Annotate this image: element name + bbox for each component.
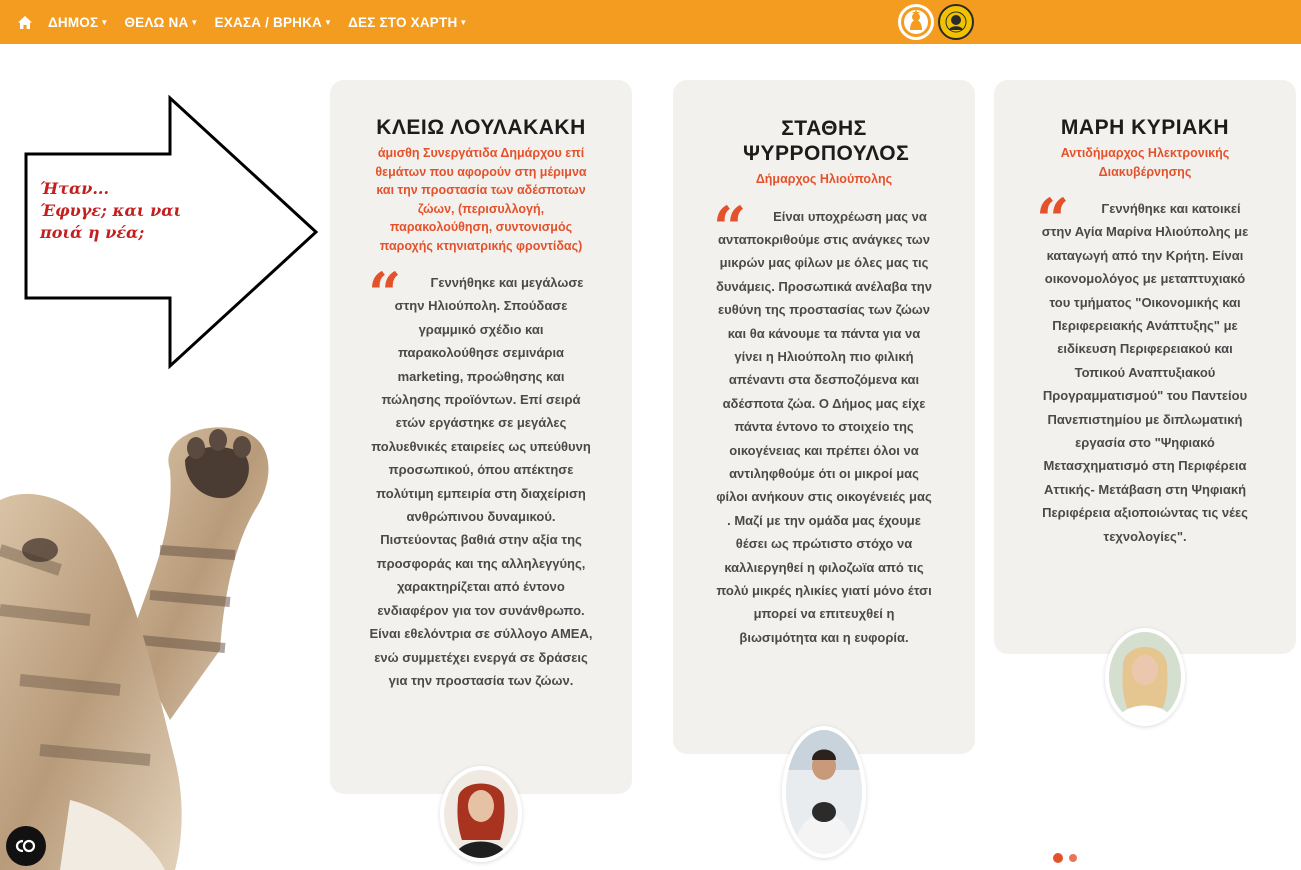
- profile-card: [994, 80, 1296, 654]
- main-nav: [14, 0, 484, 44]
- person-role: Αντιδήμαρχος Ηλεκτρονικής Διακυβέρνησης: [1060, 146, 1230, 179]
- logos: [898, 0, 974, 44]
- quote-block: [673, 193, 975, 650]
- annotation-line: Ήταν...: [40, 179, 110, 198]
- quote-icon: “: [1036, 186, 1070, 254]
- person-role: άμισθη Συνεργάτιδα Δημάρχου επί θεμάτων που αφορούν στη μέριμνα και την προστασία των αδέσποτων ζώων, (περισυλλογή, παρακολούθηση, συντονισμός παροχής κτηνιατρικής φροντίδας): [375, 146, 587, 253]
- caret-down-icon: ▼: [100, 17, 109, 27]
- caret-down-icon: ▼: [190, 17, 199, 27]
- municipality-seal[interactable]: [938, 4, 974, 40]
- cat-image: [0, 420, 330, 870]
- quote-block: [330, 260, 632, 692]
- quote-block: [994, 186, 1296, 548]
- avatar: [782, 726, 866, 858]
- accessibility-button[interactable]: [6, 826, 46, 866]
- person-bio: Γεννήθηκε και μεγάλωσε στην Ηλιούπολη. Σπούδασε γραμμικό σχέδιο και παρακολούθησε σεμινάρια marketing, προώθησης και πώλησης προϊόντων. Επί σειρά ετών εργάστηκε σε μεγάλες πολυεθνικές εταιρείες ως υπεύθυνη προσωπικού, όπου απέκτησε πολύτιμη εμπειρία στη διαχείριση ανθρώπινου δυναμικού. Πιστεύοντας βαθιά στην αξία της προσφοράς και της αλληλεγγύης, χαρακτηρίζεται από έντονο ενδιαφέρον για τον συνάνθρωπο. Είναι εθελόντρια σε σύλλογο ΑΜΕΑ, ενώ συμμετέχει ενεργά σε δράσεις για την προστασία των ζώων.: [369, 275, 593, 688]
- person-bio: Είναι υποχρέωση μας να ανταποκριθούμε στις ανάγκες των μικρών μας φίλων με όλες μας τις δυνάμεις. Προσωπικά ανέλαβα την ευθύνη της προστασίας των ζώων και θα κάνουμε τα πάντα για να γίνει η Ηλιούπολη πιο φιλική απέναντι στα δεσποζόμενα και αδέσποτα ζώα. Ο Δήμος μας είχε πάντα έντονο το στοιχείο της οικογένειας και πρέπει όλοι να αντιληφθούμε ότι οι μικροί μας φίλοι ανήκουν στις οικογένειές μας . Μαζί με την ομάδα μας έχουμε θέσει ως πρώτιστο στόχο να καλλιεργηθεί η φιλοζωϊα από τις πολύ μικρές ηλικίες γιατί μόνο έτσι μπορεί να επιτευχθεί η βιωσιμότητα και η ευφορία.: [716, 208, 932, 645]
- profile-card: [673, 80, 975, 754]
- nav-item-exasa-vrika[interactable]: ΕΧΑΣΑ / ΒΡΗΚΑ ▼: [214, 14, 333, 30]
- quote-icon: “: [713, 193, 747, 262]
- carousel-pagination: [1053, 853, 1077, 863]
- caret-down-icon: ▼: [324, 17, 333, 27]
- person-name: ΣΤΑΘΗΣ ΨΥΡΡΟΠΟΥΛΟΣ: [743, 117, 910, 165]
- nav-item-thelo-na[interactable]: ΘΕΛΩ ΝΑ ▼: [124, 14, 199, 30]
- pet-logo[interactable]: [898, 4, 934, 40]
- annotation-line: ποιά η νέα;: [40, 223, 145, 242]
- caret-down-icon: ▼: [459, 17, 468, 27]
- carousel-dot[interactable]: [1069, 854, 1077, 862]
- person-name: ΚΛΕΙΩ ΛΟΥΛΑΚΑΚΗ: [376, 116, 586, 139]
- carousel-dot-active[interactable]: [1053, 853, 1063, 863]
- avatar: [440, 766, 522, 862]
- nav-item-dimos[interactable]: ΔΗΜΟΣ ▼: [48, 14, 109, 30]
- person-role: Δήμαρχος Ηλιούπολης: [755, 172, 893, 186]
- home-icon[interactable]: [14, 11, 36, 33]
- person-bio: Γεννήθηκε και κατοικεί στην Αγία Μαρίνα Ηλιούπολης με καταγωγή από την Κρήτη. Είναι οικονομολόγος με μεταπτυχιακό του τμήματος "Οικονομικής και Περιφερειακής Ανάπτυξης" με ειδίκευση Περιφερειακού και Τοπικού Αναπτυξιακού Προγραμματισμού" του Παντείου Πανεπιστημίου με διπλωματική εργασία στο "Ψηφιακό Μετασχηματισμό στη Περιφέρεια Αττικής- Μετάβαση στη Ψηφιακή Περιφέρεια αξιοποιώντας τις νέες τεχνολογίες".: [1041, 201, 1249, 544]
- annotation-line: Έφυγε; και ναι: [40, 201, 182, 220]
- annotation-text: [40, 178, 230, 244]
- profile-card: [330, 80, 632, 794]
- top-navbar: [0, 0, 1301, 44]
- avatar: [1105, 628, 1185, 726]
- accessibility-icon: [15, 839, 37, 853]
- nav-item-des-sto-xarti[interactable]: ΔΕΣ ΣΤΟ ΧΑΡΤΗ ▼: [348, 14, 468, 30]
- person-name: ΜΑΡΗ ΚΥΡΙΑΚΗ: [1060, 116, 1230, 139]
- quote-icon: “: [368, 260, 402, 328]
